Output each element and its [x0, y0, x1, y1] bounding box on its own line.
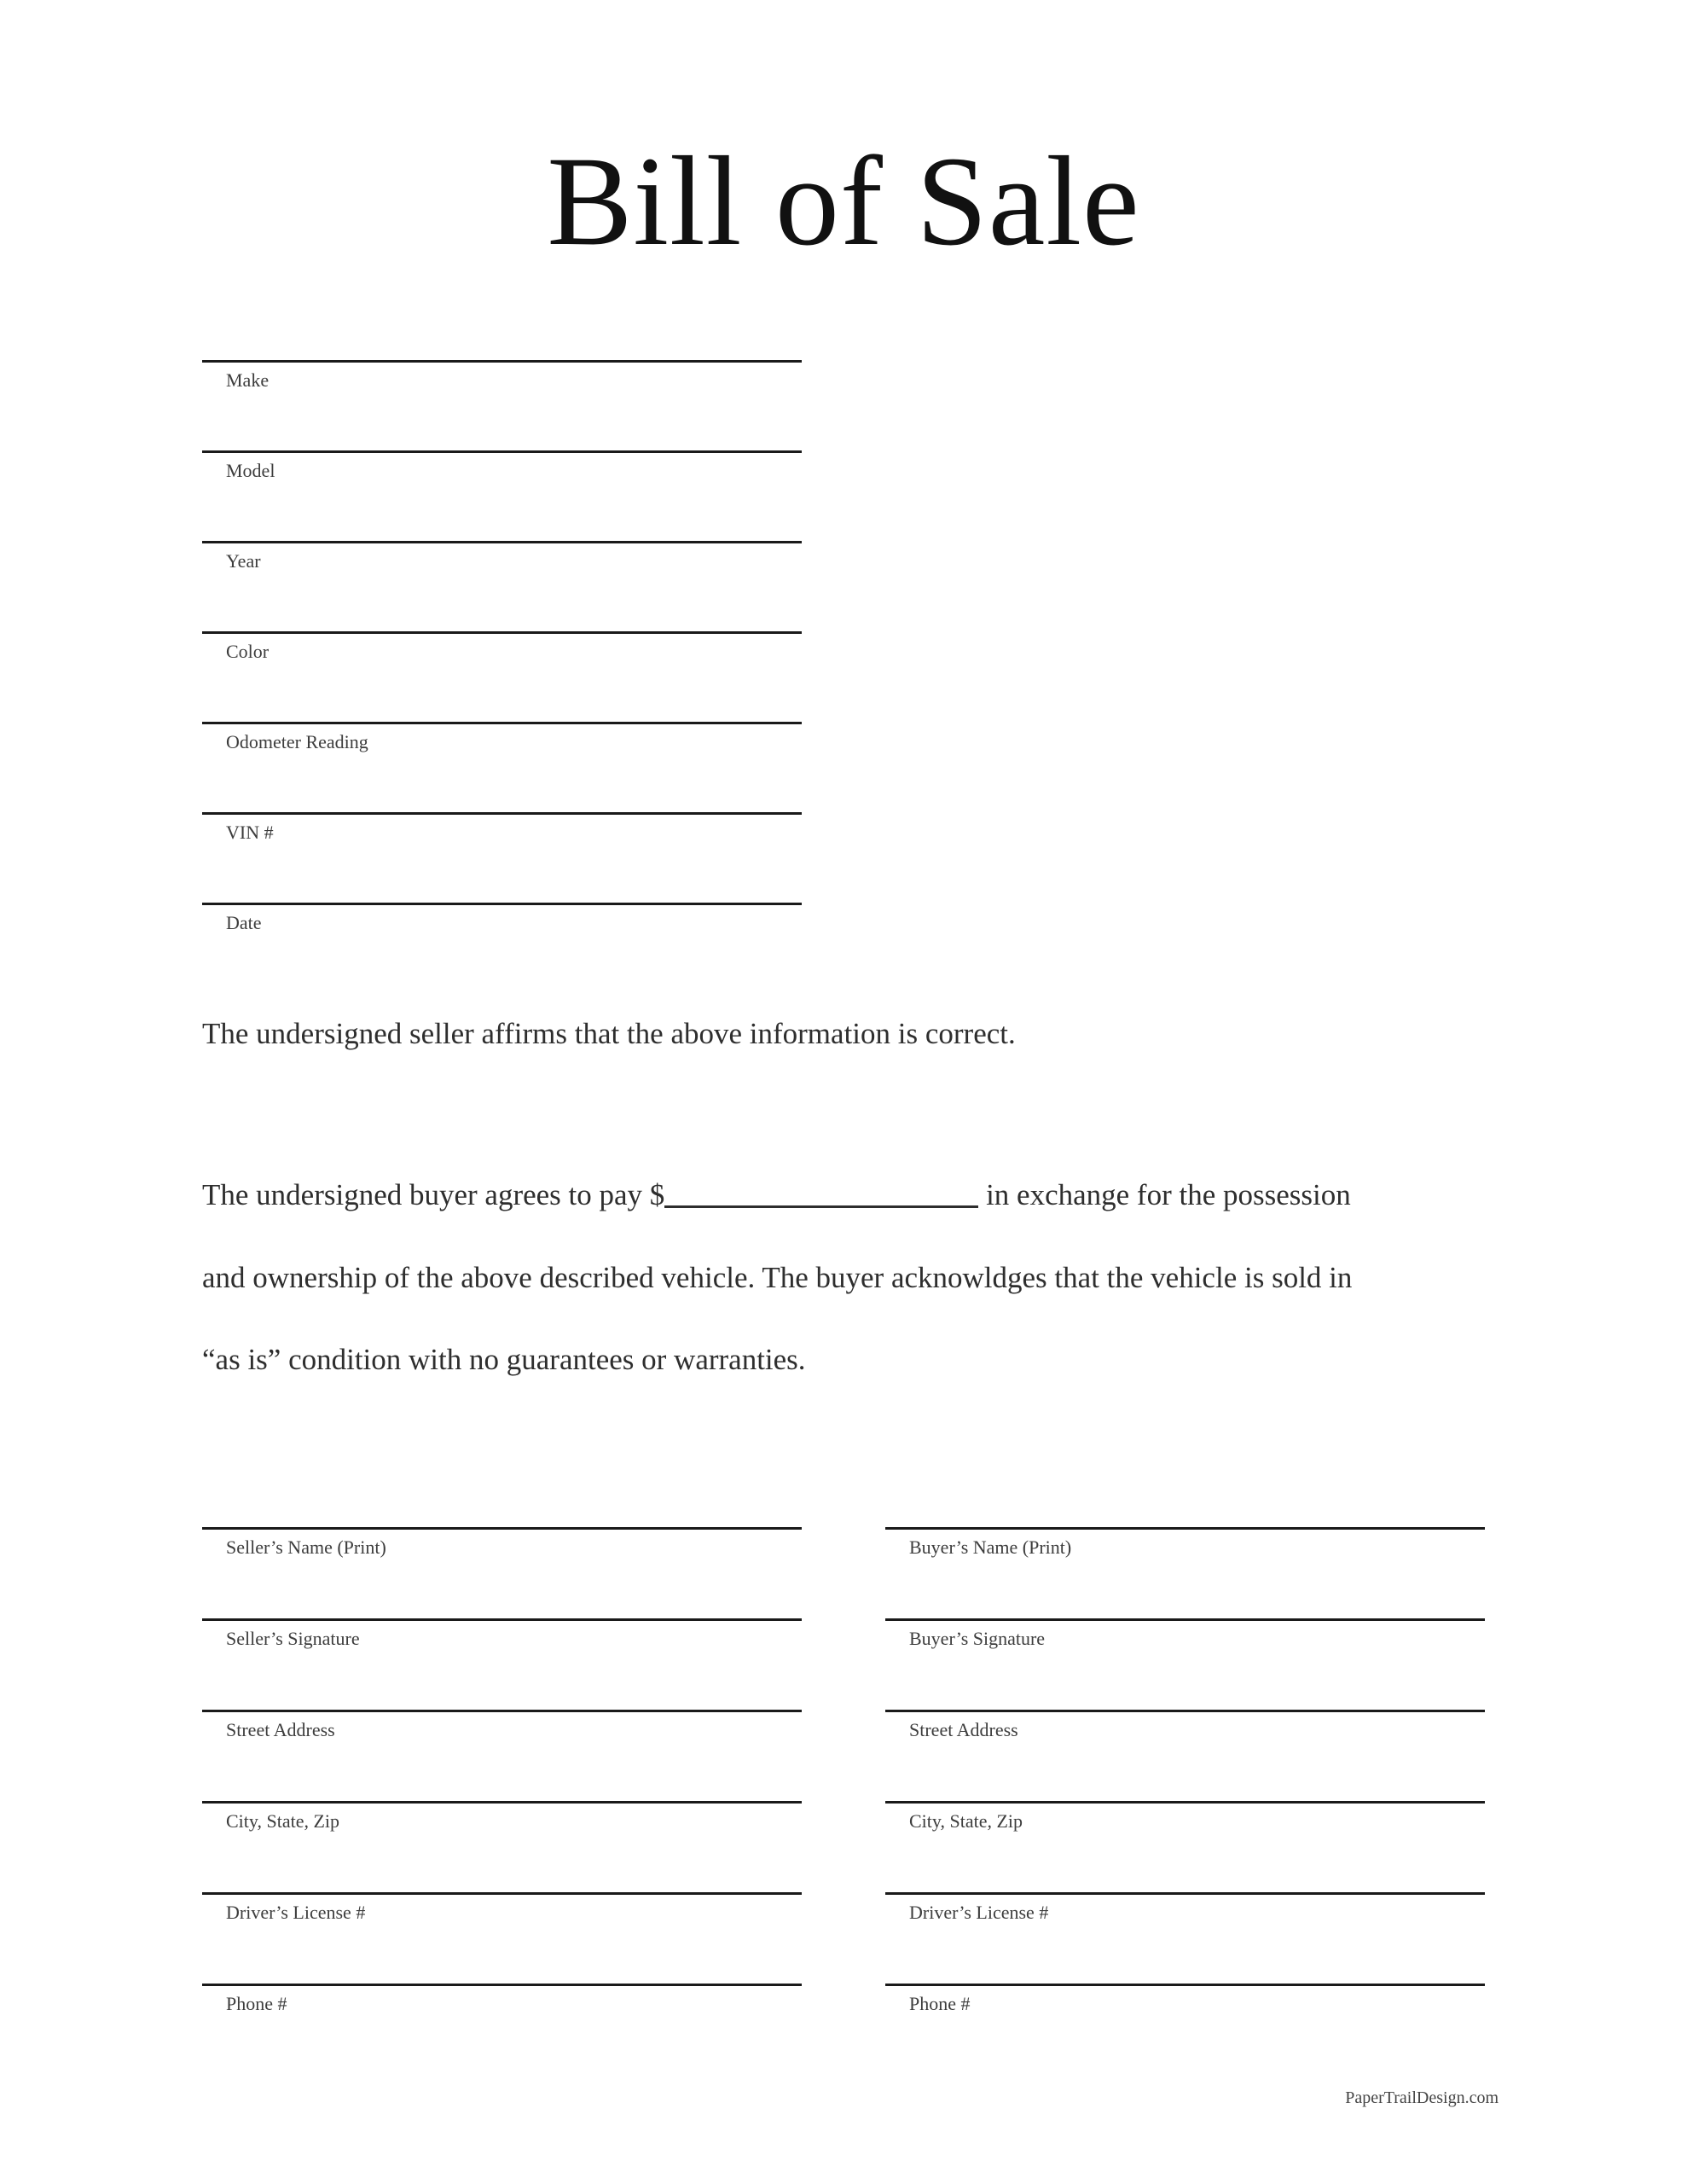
payment-amount-blank	[664, 1176, 978, 1208]
field-label: Driver’s License #	[226, 1902, 366, 1923]
buyer-statement-line-3: “as is” condition with no guarantees or warranties.	[202, 1343, 806, 1376]
field-label: Phone #	[909, 1993, 971, 2014]
seller-street-address-field	[202, 1710, 802, 1801]
buyer-statement-line-1-post: in exchange for the possession	[978, 1178, 1351, 1211]
field-label: Buyer’s Name (Print)	[909, 1536, 1072, 1558]
field-label: City, State, Zip	[226, 1810, 340, 1832]
field-label: Street Address	[909, 1719, 1018, 1740]
seller-column	[202, 1527, 802, 2075]
field-vin	[202, 812, 802, 903]
seller-name-field	[202, 1527, 802, 1618]
seller-drivers-license-field	[202, 1892, 802, 1984]
field-date	[202, 903, 802, 993]
buyer-statement-line-1-pre: The undersigned buyer agrees to pay $	[202, 1178, 665, 1211]
buyer-column	[885, 1527, 1485, 2075]
buyer-statement-line-1	[202, 1176, 1352, 1212]
buyer-name-field	[885, 1527, 1485, 1618]
field-label: Make	[226, 369, 270, 391]
seller-signature-field	[202, 1618, 802, 1710]
seller-city-state-zip-field	[202, 1801, 802, 1892]
field-odometer-reading	[202, 722, 802, 812]
buyer-signature-field	[885, 1618, 1485, 1710]
seller-affirmation-statement: The undersigned seller affirms that the above information is correct.	[202, 1017, 1016, 1050]
field-label: Driver’s License #	[909, 1902, 1049, 1923]
field-model	[202, 450, 802, 541]
buyer-drivers-license-field	[885, 1892, 1485, 1984]
seller-phone-field	[202, 1984, 802, 2075]
field-label: Seller’s Signature	[226, 1628, 360, 1649]
field-label: City, State, Zip	[909, 1810, 1023, 1832]
buyer-city-state-zip-field	[885, 1801, 1485, 1892]
field-label: Model	[226, 460, 275, 481]
vehicle-info-section	[202, 360, 802, 993]
buyer-phone-field	[885, 1984, 1485, 2075]
buyer-statement-line-2: and ownership of the above described vehicle. The buyer acknowldges that the vehicle is sold in	[202, 1260, 1353, 1294]
page-title: Bill of Sale	[547, 131, 1140, 272]
field-label: Seller’s Name (Print)	[226, 1536, 386, 1558]
buyer-street-address-field	[885, 1710, 1485, 1801]
field-label: Date	[226, 912, 262, 933]
field-label: Year	[226, 550, 261, 572]
signatures-section	[202, 1527, 1485, 2075]
field-label: Odometer Reading	[226, 731, 368, 752]
field-label: Color	[226, 641, 270, 662]
site-credit: PaperTrailDesign.com	[1345, 2088, 1499, 2107]
field-year	[202, 541, 802, 631]
field-make	[202, 360, 802, 450]
field-label: Buyer’s Signature	[909, 1628, 1046, 1649]
buyer-agreement-statement	[202, 1176, 1352, 1426]
field-color	[202, 631, 802, 722]
field-label: VIN #	[226, 822, 274, 843]
field-label: Street Address	[226, 1719, 335, 1740]
field-label: Phone #	[226, 1993, 287, 2014]
